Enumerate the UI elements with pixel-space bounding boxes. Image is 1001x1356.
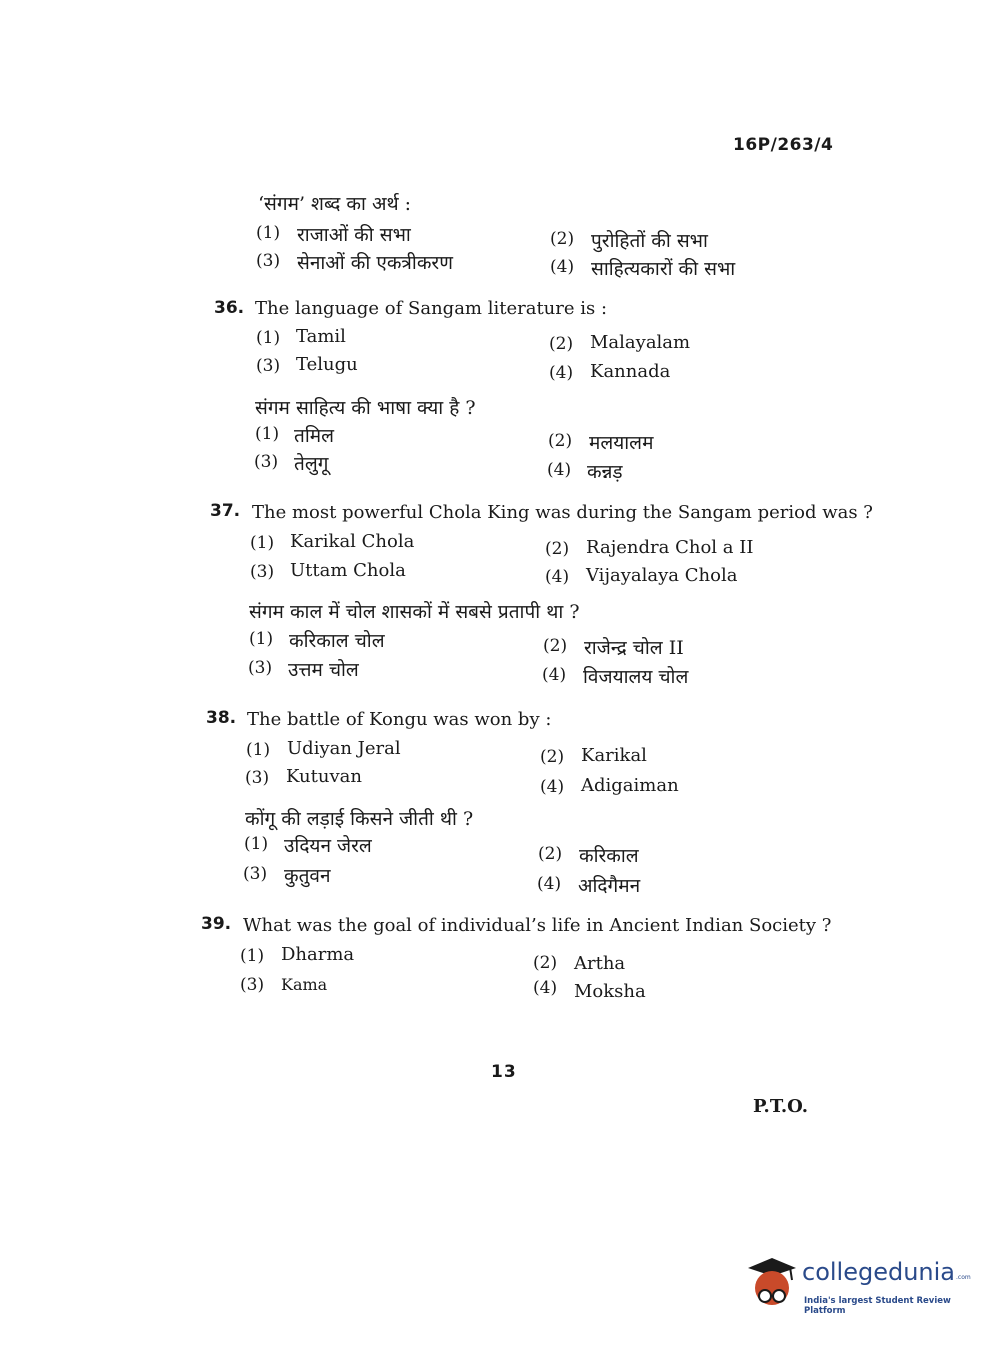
q39-opt1-text: Dharma [281,944,355,965]
q35-opt3-num: (3) [256,251,281,271]
q36-opt2-text: Malayalam [590,332,691,353]
q38-opt2-text: Karikal [581,745,647,766]
q36-opt3-num: (3) [256,356,281,376]
q36-hindi-question: संगम साहित्य की भाषा क्या है ? [255,397,476,419]
q38-hopt3-text: कुतुवन [284,865,331,887]
q38-opt3-text: Kutuvan [286,766,362,787]
q35-opt4-num: (4) [550,257,575,277]
q39-opt3-num: (3) [240,975,265,995]
q36-opt1-num: (1) [256,328,281,348]
q37-opt4-text: Vijayalaya Chola [586,565,738,586]
q35-opt1-num: (1) [256,223,281,243]
q37-hopt3-text: उत्तम चोल [288,659,359,681]
q36-hopt2-num: (2) [548,431,573,451]
q39-number: 39. [201,914,232,934]
brand-tagline: India's largest Student Review Platform [804,1296,951,1316]
q35-opt3-text: सेनाओं की एकत्रीकरण [297,252,453,274]
q36-opt2-num: (2) [549,334,574,354]
q38-hopt4-num: (4) [537,874,562,894]
q38-hopt2-text: करिकाल [579,845,639,867]
q39-opt4-num: (4) [533,978,558,998]
q38-opt1-num: (1) [246,740,271,760]
q35-opt4-text: साहित्यकारों की सभा [591,258,736,280]
q39-opt4-text: Moksha [574,981,646,1002]
q38-opt4-num: (4) [540,777,565,797]
q38-number: 38. [206,708,237,728]
q38-hopt2-num: (2) [538,844,563,864]
q39-opt2-num: (2) [533,953,558,973]
brand-suffix: .com [956,1274,971,1281]
q36-hopt1-num: (1) [255,424,280,444]
q38-hindi-question: कोंगू की लड़ाई किसने जीती थी ? [245,808,474,830]
paper-code: 16P/263/4 [733,135,834,155]
q35-hindi-question: ‘संगम’ शब्द का अर्थ : [258,193,412,215]
mascot-icon [742,1252,802,1312]
q37-opt1-text: Karikal Chola [290,531,415,552]
q36-opt3-text: Telugu [296,354,358,375]
q37-opt2-num: (2) [545,539,570,559]
q37-opt2-text: Rajendra Chol a II [586,537,754,558]
q39-opt2-text: Artha [574,953,626,974]
q39-opt3-text: Kama [281,975,328,994]
q37-hopt3-num: (3) [248,658,273,678]
q37-opt3-num: (3) [250,562,275,582]
q38-hopt1-num: (1) [244,834,269,854]
q36-text: The language of Sangam literature is : [255,298,608,319]
q36-opt4-num: (4) [549,363,574,383]
q38-hopt1-text: उदियन जेरल [284,835,372,857]
q39-text: What was the goal of individual’s life in Ancient Indian Society ? [243,915,832,936]
q37-hopt2-num: (2) [543,636,568,656]
q36-opt1-text: Tamil [296,326,346,347]
q38-text: The battle of Kongu was won by : [247,709,552,730]
q38-opt1-text: Udiyan Jeral [287,738,401,759]
q39-opt1-num: (1) [240,946,265,966]
q35-opt1-text: राजाओं की सभा [297,224,411,246]
q36-hopt3-num: (3) [254,452,279,472]
q38-opt2-num: (2) [540,747,565,767]
q37-hopt2-text: राजेन्द्र चोल II [584,637,684,659]
q36-hopt2-text: मलयालम [589,432,654,454]
brand-name: collegedunia [802,1258,956,1286]
q37-number: 37. [210,501,241,521]
q36-number: 36. [214,298,245,318]
q36-hopt1-text: तमिल [294,425,334,447]
q37-hopt1-num: (1) [249,629,274,649]
q36-hopt4-text: कन्नड़ [587,461,623,483]
q37-hopt4-num: (4) [542,665,567,685]
q38-opt3-num: (3) [245,768,270,788]
page-number: 13 [491,1062,517,1082]
collegedunia-watermark [742,1248,972,1318]
q36-hopt4-num: (4) [547,460,572,480]
q35-opt2-text: पुरोहितों की सभा [591,230,708,252]
q37-hopt4-text: विजयालय चोल [583,666,689,688]
q36-opt4-text: Kannada [590,361,671,382]
q37-hopt1-text: करिकाल चोल [289,630,385,652]
q37-opt1-num: (1) [250,533,275,553]
q38-hopt4-text: अदिगैमन [578,875,641,897]
q35-opt2-num: (2) [550,229,575,249]
pto-label: P.T.O. [753,1096,809,1117]
q37-opt3-text: Uttam Chola [290,560,406,581]
q37-hindi-question: संगम काल में चोल शासकों में सबसे प्रतापी था ? [249,601,580,623]
q37-text: The most powerful Chola King was during the Sangam period was ? [252,502,873,523]
q36-hopt3-text: तेलुगू [294,453,329,475]
q37-opt4-num: (4) [545,567,570,587]
q38-hopt3-num: (3) [243,864,268,884]
q38-opt4-text: Adigaiman [581,775,679,796]
